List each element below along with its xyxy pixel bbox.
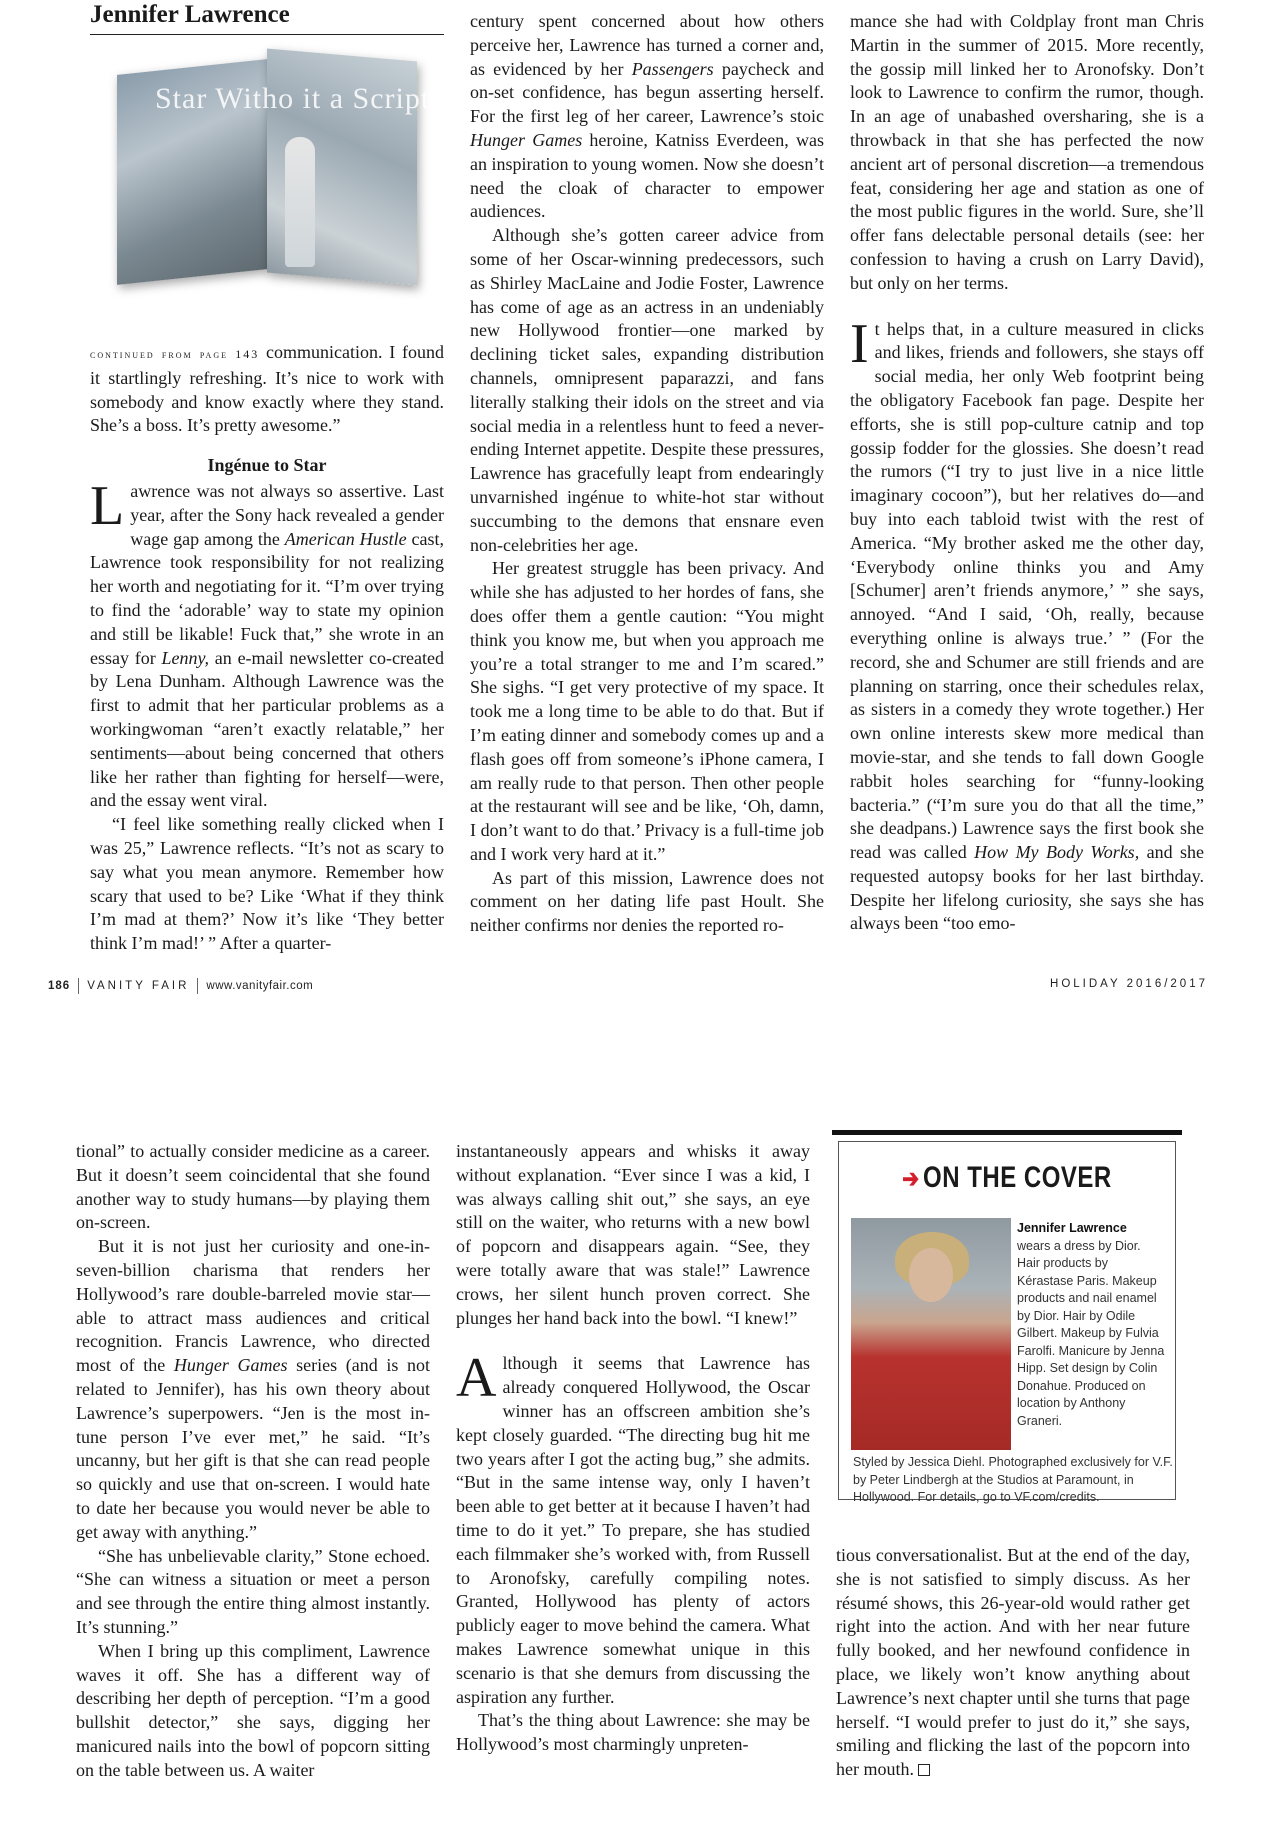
on-the-cover-frame [838,1141,1176,1504]
continued-label: continued from page 143 [90,347,260,361]
italic-title: Lenny, [161,647,210,668]
cover-photo-face [909,1248,953,1302]
paragraph [76,1235,430,1544]
paragraph: “She has unbelievable clarity,” Stone echoed. “She can witness a situation or meet a person and see through the entire thing almost instantly. It’s stunning.” [76,1545,430,1637]
footer-divider [78,978,79,994]
on-the-cover-title-text: ON THE COVER [923,1160,1112,1195]
italic-title: American Hustle [284,528,407,549]
italic-title: Hunger Games [173,1355,288,1376]
paragraph: Although she’s gotten career advice from some of her Oscar-winning predecessors, such as Shirley MacLaine and Jodie Foster, Lawrence has come of age as an actress in an undeniably new Hollywood frontier—one marked by declining ticket sales, expanding distribution channels, omnipresent paparazzi, and fans literally stalking their idols on the street and via social media in a relentless hunt to feed a never-ending Internet appetite. Despite these pressures, Lawrence has gracefully leapt from endearingly unvarnished ingénue to white-hot star without succumbing to the demons that ensnare even non-celebrities her age. [470,225,824,555]
bottom-column-3 [836,1544,1190,1782]
paragraph [850,312,1204,937]
paragraph-text: awrence was not always so assertive. Last year, after the Sony hack revealed a gender wage gap among the [130,480,444,549]
paragraph-text: series (and is not related to Jennifer), has his own theory about Lawrence’s superpowers. “Jen is the most in-tune person I’ve ever met,” he said. “It’s uncanny, but her gift is that she can read people so quickly and use that on-screen. I would hate to date her because you would never be able to get away with anything.” [76,1355,430,1542]
paragraph-text: lthough it seems that Lawrence has already conquered Hollywood, the Oscar winner has an offscreen ambition she’s kept closely guarded. “The directing bug hit me two years after I got the acting bug,” she admits. “But in the same intense way, only I haven’t been able to get better at it because I haven’t had time to do it yet.” To prepare, she has studied each filmmaker she’s worked with, from Russell to Aronofsky, carefully compiling notes. Granted, Hollywood has plenty of actors publicly eager to move behind the camera. What makes Lawrence somewhat unique in this scenario is that she demurs from discussing the aspiration any further. [456,1353,810,1707]
cover-credits-text: wears a dress by Dior. Hair products by Kérastase Paris. Makeup products and nail enamel by Dior. Hair by Odile Gilbert. Makeup by Fulvia Farolfi. Manicure by Jenna Hipp. Set design by Colin Donahue. Produced on location by Anthony Graneri. [1017,1238,1165,1428]
section-subhead: Ingénue to Star [207,455,327,476]
drop-cap: A [456,1347,497,1410]
paragraph [470,10,824,224]
article-name-header: Jennifer Lawrence [90,0,444,35]
paragraph-text: heroine, Katniss Everdeen, was an inspiration to young women. Now she doesn’t need the cloak of character to empower audiences. [470,129,824,222]
paragraph [90,474,445,813]
bottom-column-2 [456,1140,810,1757]
page-number: 186 [48,980,71,993]
page-footer-left [48,978,313,994]
paragraph [456,1347,810,1709]
paragraph-text: tious conversationalist. But at the end of the day, she is not satisfied to simply discuss. As her résumé shows, this 26-year-old would rather get right into the action. And with her near future fully booked, and her newfound confidence in place, we likely won’t know anything about Lawrence’s next chapter until she turns that page herself. “I would prefer to just do it,” she says, smiling and flicking the last of the popcorn into her mouth. [836,1545,1190,1780]
paragraph: mance she had with Coldplay front man Chris Martin in the summer of 2015. More recently, the gossip mill linked her to Aronofsky. Don’t look to Lawrence to confirm the rumor, though. In an age of unabashed oversharing, she is a throwback in that she has perfected the now ancient art of personal discretion—a tremendous feat, considering her age and station as one of the most public figures in the world. Sure, she’ll offer fans delectable personal details (see: her confession to having a crush on Larry David), but only on her terms. [850,11,1204,293]
top-column-2 [470,10,824,938]
paragraph-text: But it is not just her curiosity and one-in-seven-billion charisma that renders her Hollywood’s rare double-barreled movie star—able to attract mass audiences and critical recognition. Francis Lawrence, who directed most of the [76,1236,430,1376]
bottom-column-1 [76,1140,430,1783]
italic-title: Passengers [631,58,714,79]
arrow-icon: ➔ [902,1165,916,1193]
on-the-cover-box [832,1130,1182,1506]
magazine-spread-title: Star Witho it a Script [155,82,431,115]
cover-photo [851,1218,1011,1450]
paragraph [836,1544,1190,1782]
continued-paragraph [90,341,444,438]
page-footer-right [1050,978,1208,990]
paragraph-text: century spent concerned about how others perceive her, Lawrence has turned a corner and, as evidenced by her [470,11,824,79]
top-column-3 [850,10,1204,936]
cover-star-name: Jennifer Lawrence [1017,1221,1127,1235]
paragraph-text: t helps that, in a culture measured in clicks and likes, friends and followers, she stays off social media, her only Web footprint being the obligatory Facebook fan page. Despite her efforts, she is still pop-culture catnip and top gossip fodder for the glossies. She doesn’t read the rumors (“I try to just live in a nice little imaginary cocoon”), but her relatives do—and buy into each tabloid twist with the rest of America. “My brother asked me the other day, ‘Everybody online thinks you and Amy [Schumer] aren’t friends anymore,’ ” she says, annoyed. “And I said, ‘Oh, really, because everything online is always true.’ ” (For the record, she and Schumer are still friends and are planning on starring, once their schedules relax, as sisters in a comedy they wrote together.) Her own online interests skew more medical than movie-star, and she tends to fall down Google rabbit holes searching for “funny-looking bacteria.” (“I’m sure you do that all the time,” she deadpans.) Lawrence says the first book she read was called [850,318,1204,863]
paragraph: As part of this mission, Lawrence does not comment on her dating life past Hoult. She neither confirms nor denies the reported ro- [470,867,824,936]
paragraph-text: an e-mail newsletter co-created by Lena Dunham. Although Lawrence was the first to admit that her particular problems as a workingwoman “aren’t exactly relatable,” her sentiments—about being concerned that others like her rather than fighting for herself—were, and the essay went viral. [90,647,444,811]
paragraph-text: cast, Lawrence took responsibility for not realizing her worth and negotiating for it. “I’m over trying to find the ‘adorable’ way to state my opinion and still be likable! Fuck that,” she wrote in an essay for [90,528,445,668]
italic-title: Hunger Games [470,129,583,150]
cover-styled-by: Styled by Jessica Diehl. Photographed exclusively for V.F. by Peter Lindbergh at the Studios at Paramount, in Hollywood. For details, go to VF.com/credits. [853,1455,1173,1504]
footer-divider [197,978,198,994]
paragraph: When I bring up this compliment, Lawrence waves it off. She has a different way of describing her depth of perception. “I’m a good bullshit detector,” she says, digging her manicured nails into the bowl of popcorn sitting on the table between us. A waiter [76,1640,430,1780]
paragraph-text: and she requested autopsy books for her last birthday. Despite her lifelong curiosity, she says she has always been “too emo- [850,842,1204,934]
continued-text: communication. I found it startlingly refreshing. It’s nice to work with somebody and know exactly where they stand. She’s a boss. It’s pretty awesome.” [90,342,444,436]
paragraph: That’s the thing about Lawrence: she may be Hollywood’s most charmingly unpreten- [456,1710,810,1755]
magazine-spread-image [107,47,431,297]
paragraph: Her greatest struggle has been privacy. And while she has adjusted to her hordes of fans, she does offer them a gentle caution: “You might think you know me, but when you approach me you’re a total stranger to me and I’m scared.” She sighs. “I get very protective of my space. It took me a long time to be able to do that. But if I’m eating dinner and somebody comes up and a flash goes off from someone’s iPhone camera, I am really rude to that person. Then other people at the restaurant will see and be like, ‘Oh, damn, I don’t want to do that.’ Privacy is a full-time job and I work very hard at it.” [470,558,824,864]
paragraph: instantaneously appears and whisks it away without explanation. “Ever since I was a kid, I was always calling shit out,” she says, an eye still on the waiter, who returns with a new bowl of popcorn and disappears again. “See, they were totally aware that was stale!” Lawrence crows, her silent hunch proven correct. She plunges her hand back into the bowl. “I knew!” [456,1141,810,1328]
drop-cap: L [90,474,125,537]
magazine-name: VANITY FAIR [87,980,190,993]
on-the-cover-title [839,1161,1175,1196]
issue-label: HOLIDAY 2016/2017 [1050,978,1208,990]
paragraph: “I feel like something really clicked when I was 25,” Lawrence reflects. “It’s not as scary to say what you mean anymore. Remember how scary that used to be? Like ‘What if they think I’m mad at them?’ Now it’s like ‘They better think I’m mad!’ ” After a quarter- [90,814,444,954]
top-column-1 [90,0,444,956]
magazine-figure [285,137,315,267]
italic-title: How My Body Works, [974,842,1140,863]
end-mark-icon [918,1764,930,1776]
cover-credits [1017,1220,1167,1430]
drop-cap: I [850,312,869,375]
magazine-url: www.vanityfair.com [206,980,314,993]
paragraph: tional” to actually consider medicine as a career. But it doesn’t seem coincidental that she found another way to study humans—by playing them on-screen. [76,1141,430,1233]
paragraph-text: paycheck and on-set confidence, has begun asserting herself. For the first leg of her career, Lawrence’s stoic [470,58,825,127]
